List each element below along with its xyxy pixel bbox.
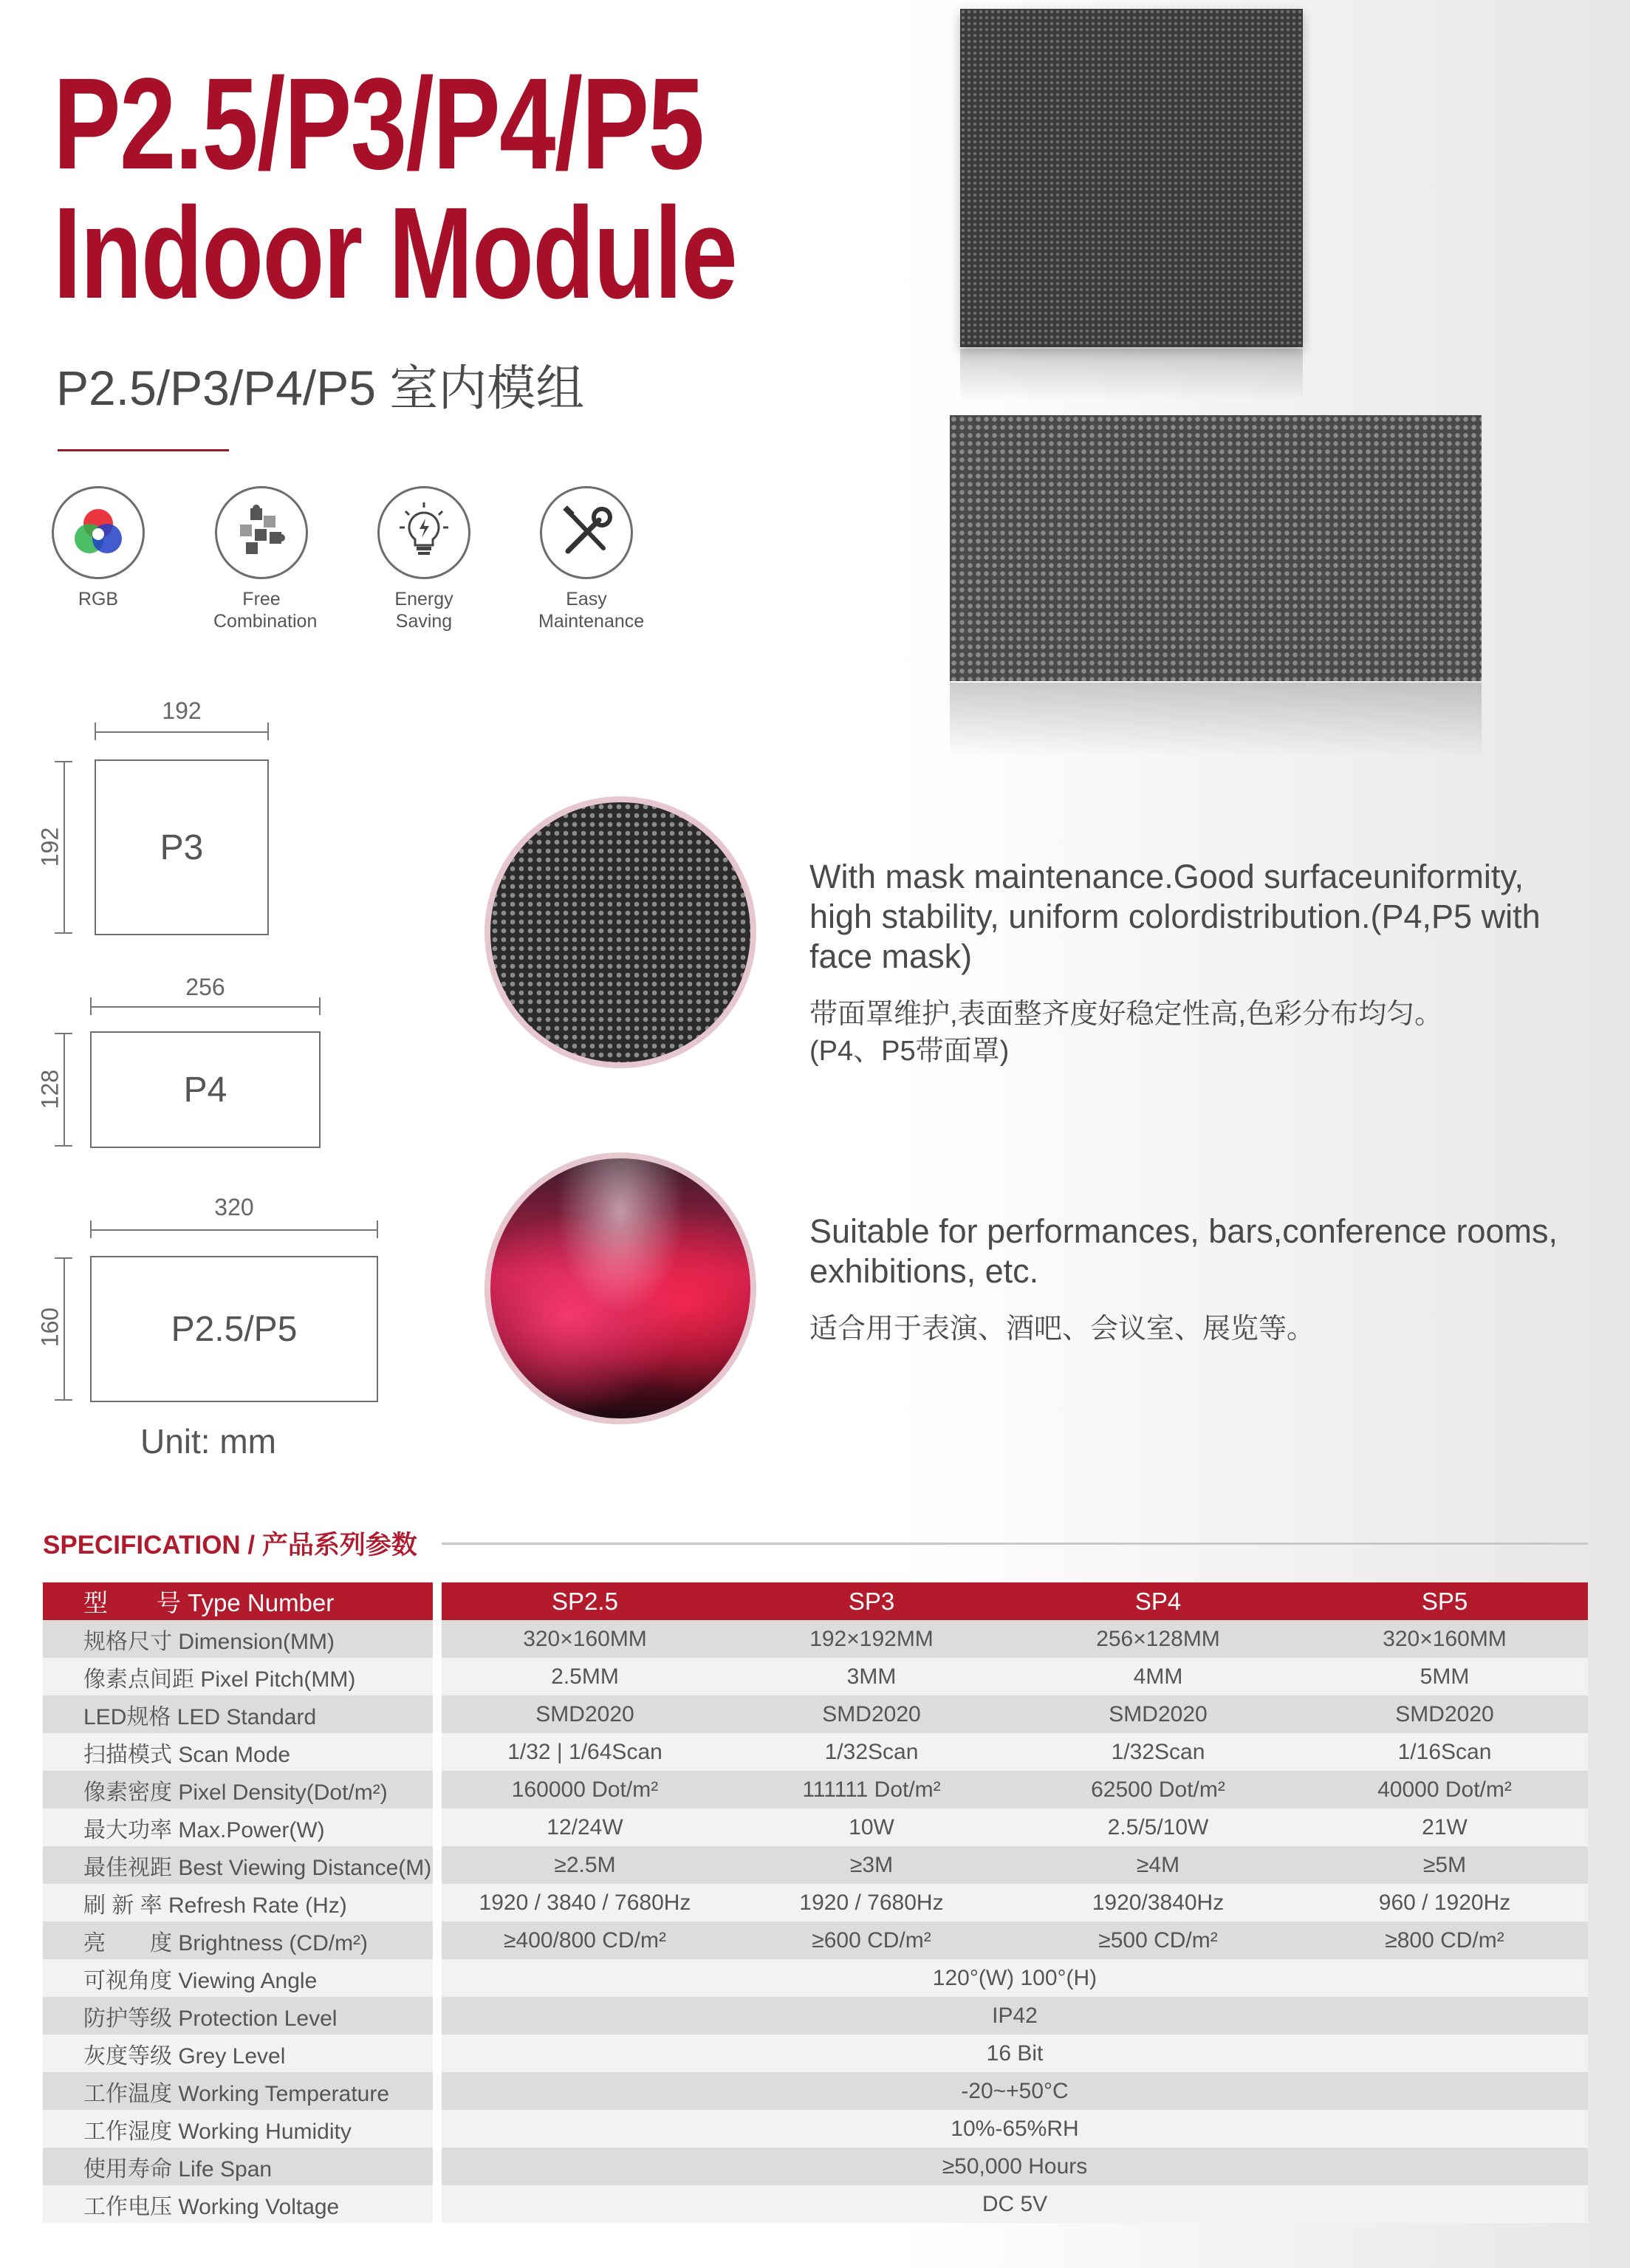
table-row <box>43 1620 1588 1658</box>
spec-cell: ≥4M <box>1015 1846 1301 1884</box>
spec-row-label: 最大功率 Max.Power(W) <box>43 1808 433 1846</box>
dim-tick <box>55 932 72 934</box>
spec-cell: 2.5MM <box>442 1658 728 1695</box>
spec-cell: 4MM <box>1015 1658 1301 1695</box>
feature-label: Energy Saving <box>394 589 453 632</box>
dim-tick <box>377 1220 378 1238</box>
spec-cell: SMD2020 <box>728 1695 1015 1733</box>
dim-width-line <box>95 731 269 733</box>
dim-box-p5: P2.5/P5 <box>90 1256 378 1402</box>
description-cn: 适合用于表演、酒吧、会议室、展览等。 <box>809 1314 1315 1345</box>
description-en: With mask maintenance.Good surfaceuniformity, high stability, uniform colordistribution.(P4,P5 with face mask) <box>809 858 1541 975</box>
table-row <box>43 1733 1588 1771</box>
puzzle-icon <box>215 486 308 579</box>
feature-energy-saving <box>376 486 472 632</box>
spec-cell: 1920 / 3840 / 7680Hz <box>442 1884 728 1922</box>
dim-width-label: 256 <box>185 974 225 1000</box>
table-row <box>43 1959 1588 1997</box>
spec-row-label: 规格尺寸 Dimension(MM) <box>43 1620 433 1658</box>
p5-module-image <box>950 415 1482 681</box>
spec-cell: 10W <box>728 1808 1015 1846</box>
spec-cell: 21W <box>1301 1808 1588 1846</box>
spec-cell: ≥5M <box>1301 1846 1588 1884</box>
title-line-2: Indoor Module <box>53 181 737 326</box>
title-divider <box>58 449 229 451</box>
spec-row-label: 使用寿命 Life Span <box>43 2148 433 2185</box>
dim-height-label: 160 <box>36 1307 64 1348</box>
spec-row-label: 最佳视距 Best Viewing Distance(M) <box>43 1846 433 1884</box>
description-en: Suitable for performances, bars,conference rooms, exhibitions, etc. <box>809 1212 1558 1290</box>
mask-closeup-image <box>484 796 756 1068</box>
feature-label: Free Combination <box>213 589 318 632</box>
spec-cell: 5MM <box>1301 1658 1588 1695</box>
dim-tick <box>55 1257 72 1259</box>
spec-cell: ≥800 CD/m² <box>1301 1922 1588 1959</box>
spec-cell: 1/16Scan <box>1301 1733 1588 1771</box>
spec-row-label: 亮 度 Brightness (CD/m²) <box>43 1922 433 1959</box>
dim-width-line <box>90 1229 378 1231</box>
table-row <box>43 2185 1588 2223</box>
description-cn: 带面罩维护,表面整齐度好稳定性高,色彩分布均匀。 <box>809 999 1443 1030</box>
spec-cell: SMD2020 <box>1301 1695 1588 1733</box>
spec-cell: 256×128MM <box>1015 1620 1301 1658</box>
table-row <box>43 1846 1588 1884</box>
dim-width-line <box>90 1006 321 1008</box>
spec-cell: IP42 <box>442 1997 1588 2035</box>
dim-box-p4: P4 <box>90 1031 321 1148</box>
table-row <box>43 1884 1588 1922</box>
spec-row-label: 工作温度 Working Temperature <box>43 2072 433 2110</box>
spec-title: SPECIFICATION / 产品系列参数 <box>43 1531 417 1560</box>
dim-height-label: 192 <box>36 827 64 867</box>
spec-cell: ≥400/800 CD/m² <box>442 1922 728 1959</box>
spec-cell: 1/32 | 1/64Scan <box>442 1733 728 1771</box>
dim-tick <box>267 723 269 740</box>
dim-tick <box>55 1033 72 1034</box>
dim-width-label: 192 <box>162 697 202 724</box>
spec-cell: 2.5/5/10W <box>1015 1808 1301 1846</box>
spec-row-label: 工作湿度 Working Humidity <box>43 2110 433 2148</box>
spec-table <box>43 1582 1588 2223</box>
spec-cell: 320×160MM <box>442 1620 728 1658</box>
spec-cell: ≥600 CD/m² <box>728 1922 1015 1959</box>
spec-cell: ≥2.5M <box>442 1846 728 1884</box>
spec-header-model: SP3 <box>728 1582 1015 1620</box>
spec-cell: DC 5V <box>442 2185 1588 2223</box>
spec-cell: 192×192MM <box>728 1620 1015 1658</box>
spec-cell: 10%-65%RH <box>442 2110 1588 2148</box>
title-line-1: P2.5/P3/P4/P5 <box>53 52 704 197</box>
spec-cell: -20~+50°C <box>442 2072 1588 2110</box>
spec-header-model: SP5 <box>1301 1582 1588 1620</box>
spec-cell: 960 / 1920Hz <box>1301 1884 1588 1922</box>
feature-free-combination <box>213 486 318 632</box>
spec-cell: ≥50,000 Hours <box>442 2148 1588 2185</box>
spec-row-label: 灰度等级 Grey Level <box>43 2035 433 2072</box>
spec-cell: 1/32Scan <box>728 1733 1015 1771</box>
dim-tick <box>55 1145 72 1147</box>
spec-cell: 40000 Dot/m² <box>1301 1771 1588 1808</box>
dim-box-p3: P3 <box>95 759 269 935</box>
spec-row-label: 像素密度 Pixel Density(Dot/m²) <box>43 1771 433 1808</box>
dim-tick <box>319 997 321 1015</box>
spec-row-label: 扫描模式 Scan Mode <box>43 1733 433 1771</box>
module-reflection <box>960 349 1303 400</box>
spec-cell: 62500 Dot/m² <box>1015 1771 1301 1808</box>
spec-divider <box>442 1543 1588 1545</box>
table-row <box>43 2148 1588 2185</box>
spec-cell: 111111 Dot/m² <box>728 1771 1015 1808</box>
dim-tick <box>95 723 96 740</box>
table-row <box>43 1695 1588 1733</box>
spec-cell: SMD2020 <box>1015 1695 1301 1733</box>
spec-cell: SMD2020 <box>442 1695 728 1733</box>
dim-height-label: 128 <box>36 1069 64 1110</box>
spec-cell: 160000 Dot/m² <box>442 1771 728 1808</box>
table-row <box>43 2110 1588 2148</box>
spec-row-label: 工作电压 Working Voltage <box>43 2185 433 2223</box>
lightbulb-icon <box>377 486 470 579</box>
description-usage <box>809 1212 1592 1348</box>
spec-row-label: LED规格 LED Standard <box>43 1695 433 1733</box>
feature-rgb <box>50 486 146 610</box>
module-reflection <box>950 683 1482 756</box>
feature-label: Easy Maintenance <box>538 589 645 632</box>
dim-tick <box>90 1220 92 1238</box>
spec-cell: 3MM <box>728 1658 1015 1695</box>
spec-cell: 1920/3840Hz <box>1015 1884 1301 1922</box>
p3-module-image <box>960 9 1303 347</box>
table-row <box>43 1922 1588 1959</box>
spec-cell: 1/32Scan <box>1015 1733 1301 1771</box>
dim-width-label: 320 <box>214 1194 254 1220</box>
spec-cell: 120°(W) 100°(H) <box>442 1959 1588 1997</box>
dim-tick <box>55 1399 72 1401</box>
spec-cell: 12/24W <box>442 1808 728 1846</box>
table-row <box>43 1771 1588 1808</box>
tools-icon <box>540 486 633 579</box>
unit-label: Unit: mm <box>140 1422 276 1461</box>
spec-row-label: 可视角度 Viewing Angle <box>43 1959 433 1997</box>
description-mask <box>809 857 1592 1070</box>
subtitle: P2.5/P3/P4/P5 室内模组 <box>56 361 585 415</box>
table-row <box>43 1658 1588 1695</box>
spec-header-label: 型 号 Type Number <box>43 1582 433 1620</box>
dim-tick <box>90 997 92 1015</box>
spec-cell: 16 Bit <box>442 2035 1588 2072</box>
spec-cell: ≥3M <box>728 1846 1015 1884</box>
table-row <box>43 1997 1588 2035</box>
spec-row-label: 刷 新 率 Refresh Rate (Hz) <box>43 1884 433 1922</box>
feature-easy-maintenance <box>538 486 645 632</box>
spec-header-row <box>43 1582 1588 1620</box>
spec-cell: 1920 / 7680Hz <box>728 1884 1015 1922</box>
spec-row-label: 像素点间距 Pixel Pitch(MM) <box>43 1658 433 1695</box>
table-row <box>43 2035 1588 2072</box>
spec-header-model: SP4 <box>1015 1582 1301 1620</box>
rgb-icon <box>52 486 145 579</box>
description-cn-note: (P4、P5带面罩) <box>809 1036 1010 1067</box>
spec-cell: 320×160MM <box>1301 1620 1588 1658</box>
spec-cell: ≥500 CD/m² <box>1015 1922 1301 1959</box>
table-row <box>43 2072 1588 2110</box>
feature-label: RGB <box>78 589 119 609</box>
dim-tick <box>55 761 72 762</box>
table-row <box>43 1808 1588 1846</box>
spec-row-label: 防护等级 Protection Level <box>43 1997 433 2035</box>
concert-venue-image <box>484 1152 756 1424</box>
spec-header-model: SP2.5 <box>442 1582 728 1620</box>
